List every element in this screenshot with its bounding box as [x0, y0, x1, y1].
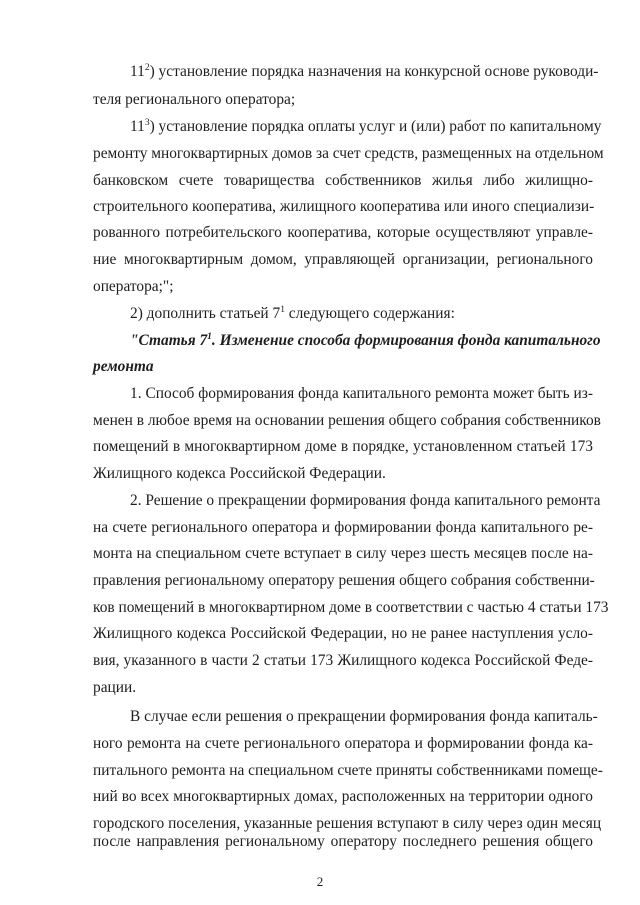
item-11-3-line: ремонту многоквартирных домов за счет средств, размещенных на отдельном [93, 145, 604, 162]
para-2-line: на счете регионального оператора и формировании фонда капитального ре- [93, 519, 593, 536]
para-3-line: после направления региональному оператору последнего решения общего [93, 833, 593, 850]
para-3-line: питального ремонта на специальном счете приняты собственниками помеще- [93, 762, 603, 779]
item-text: следующего содержания: [284, 305, 455, 322]
article-superscript: 1 [207, 332, 212, 342]
item-11-3-line: банковском счете товарищества собственников жилья либо жилищно- [93, 172, 593, 189]
item-text: 2) дополнить статьей 7 [130, 305, 281, 322]
article-label: "Статья 7 [130, 332, 208, 349]
item-number: 11 [130, 63, 145, 80]
item-superscript: 1 [280, 305, 285, 315]
item-number: 11 [130, 118, 145, 135]
item-11-2-line-2: теля регионального оператора; [93, 91, 296, 108]
para-3-line: ного ремонта на счете регионального оператора и формировании фонда ка- [93, 735, 593, 752]
item-11-3-line-last: оператора;"; [93, 278, 174, 295]
para-1-line-last: Жилищного кодекса Российской Федерации. [93, 465, 386, 482]
para-3-line: ний во всех многоквартирных домах, расположенных на территории одного [93, 788, 593, 805]
item-11-3-line: ние многоквартирным домом, управляющей организации, регионального [93, 251, 593, 268]
article-title-line-1 [130, 331, 601, 351]
article-title-line-2: ремонта [93, 358, 154, 375]
item-text: ) установление порядка оплаты услуг и (или) работ по капитальному [149, 118, 602, 135]
para-2-line: Жилищного кодекса Российской Федерации, но не ранее наступления усло- [93, 625, 593, 642]
para-2-line: ков помещений в многоквартирном доме в соответствии с частью 4 статьи 173 [93, 599, 609, 616]
para-2-line: монта на специальном счете вступает в силу через шесть месяцев после на- [93, 545, 593, 562]
item-11-3-line: строительного кооператива, жилищного кооператива или иного специализи- [93, 198, 595, 215]
para-1-line: помещений в многоквартирном доме в порядке, установленном статьей 173 [93, 438, 593, 455]
item-superscript: 3 [144, 118, 150, 128]
item-11-2-line-1 [130, 62, 599, 82]
para-2-line: 2. Решение о прекращении формирования фонда капитального ремонта [130, 492, 601, 509]
item-superscript: 2 [144, 63, 150, 73]
para-1-line: 1. Способ формирования фонда капитального ремонта может быть из- [130, 385, 593, 402]
para-2-line-last: рации. [93, 679, 137, 696]
item-2-line [130, 304, 455, 324]
para-3-line: городского поселения, указанные решения вступают в силу через один месяц [93, 815, 602, 832]
para-1-line: менен в любое время на основании решения общего собрания собственников [93, 412, 601, 429]
item-11-3-line: рованного потребительского кооператива, которые осуществляют управле- [93, 224, 593, 241]
item-text: ) установление порядка назначения на конкурсной основе руководи- [149, 63, 599, 80]
item-11-3-line-1 [130, 117, 602, 137]
page-number: 2 [316, 874, 324, 889]
para-2-line: вия, указанного в части 2 статьи 173 Жилищного кодекса Российской Феде- [93, 652, 593, 669]
para-2-line: правления региональному оператору решения общего собрания собственни- [93, 572, 595, 589]
article-title: . Изменение способа формирования фонда капитального [211, 332, 601, 349]
para-3-line: В случае если решения о прекращении формирования фонда капиталь- [130, 708, 598, 725]
